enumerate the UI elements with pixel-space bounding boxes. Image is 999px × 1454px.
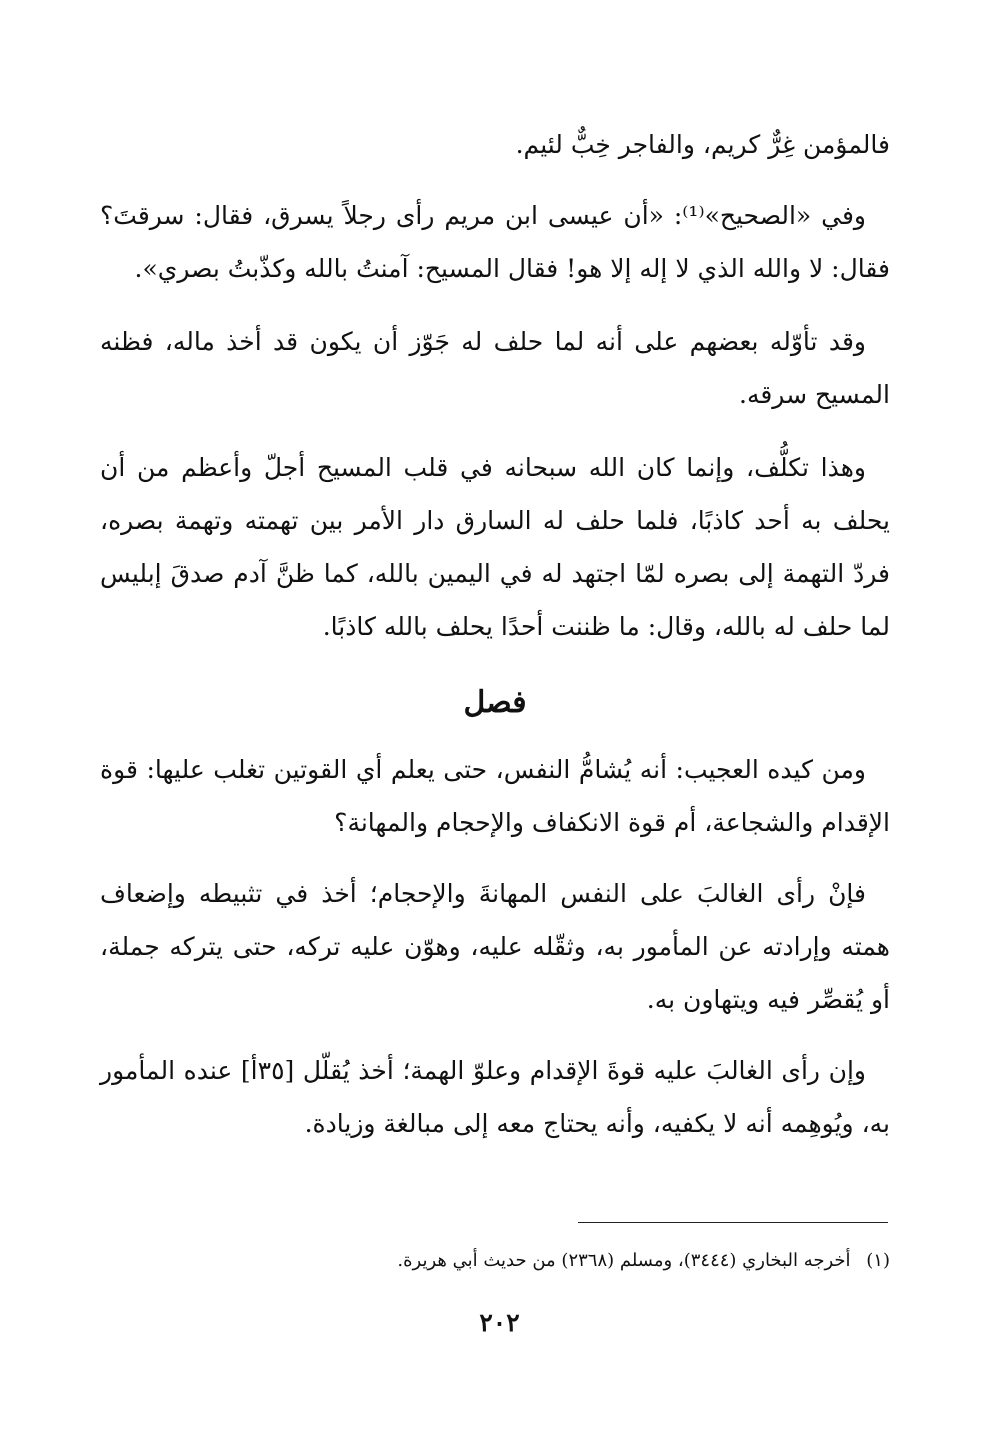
section-paragraph-2: فإنْ رأى الغالبَ على النفس المهانةَ والإحجام؛ أخذ في تثبيطه وإضعاف همته وإرادته عن المأمور به، وثقّله عليه، وهوّن عليه تركه، حتى يتركه جملة، أو يُقصِّر فيه ويتهاون به.	[100, 879, 890, 1014]
page-body	[100, 118, 890, 1418]
section-title: فصل	[463, 685, 527, 720]
section-paragraph-3: وإن رأى الغالبَ عليه قوةَ الإقدام وعلوّ الهمة؛ أخذ يُقلّل [٣٥أ] عنده المأمور به، ويُوهِمه أنه لا يكفيه، وأنه يحتاج معه إلى مبالغة وزيادة.	[100, 1056, 890, 1138]
footnote-number: (١)	[866, 1250, 890, 1271]
footnote-divider	[578, 1222, 888, 1223]
paragraph-2: وفي «الصحيح»⁽¹⁾: «أن عيسى ابن مريم رأى رجلاً يسرق، فقال: سرقتَ؟ فقال: لا والله الذي لا إله إلا هو! فقال المسيح: آمنتُ بالله وكذّبتُ بصري».	[100, 201, 890, 283]
section-paragraph-1: ومن كيده العجيب: أنه يُشامُّ النفس، حتى يعلم أي القوتين تغلب عليها: قوة الإقدام والشجاعة، أم قوة الانكفاف والإحجام والمهانة؟	[100, 755, 890, 837]
paragraph-3: وقد تأوّله بعضهم على أنه لما حلف له جَوّز أن يكون قد أخذ ماله، فظنه المسيح سرقه.	[100, 327, 890, 409]
footnote	[100, 1246, 890, 1276]
page-number: ٢٠٢	[479, 1308, 520, 1337]
footnote-text: أخرجه البخاري (٣٤٤٤)، ومسلم (٢٣٦٨) من حديث أبي هريرة.	[397, 1250, 851, 1271]
paragraph-4: وهذا تكلُّف، وإنما كان الله سبحانه في قلب المسيح أجلّ وأعظم من أن يحلف به أحد كاذبًا، فلما حلف له السارق دار الأمر بين تهمته وتهمة بصره، فردّ التهمة إلى بصره لمّا اجتهد له في اليمين بالله، كما ظنَّ آدم صدقَ إبليس لما حلف له بالله، وقال: ما ظننت أحدًا يحلف بالله كاذبًا.	[100, 453, 890, 641]
paragraph-1: فالمؤمن غِرٌّ كريم، والفاجر خِبٌّ لئيم.	[515, 130, 890, 159]
